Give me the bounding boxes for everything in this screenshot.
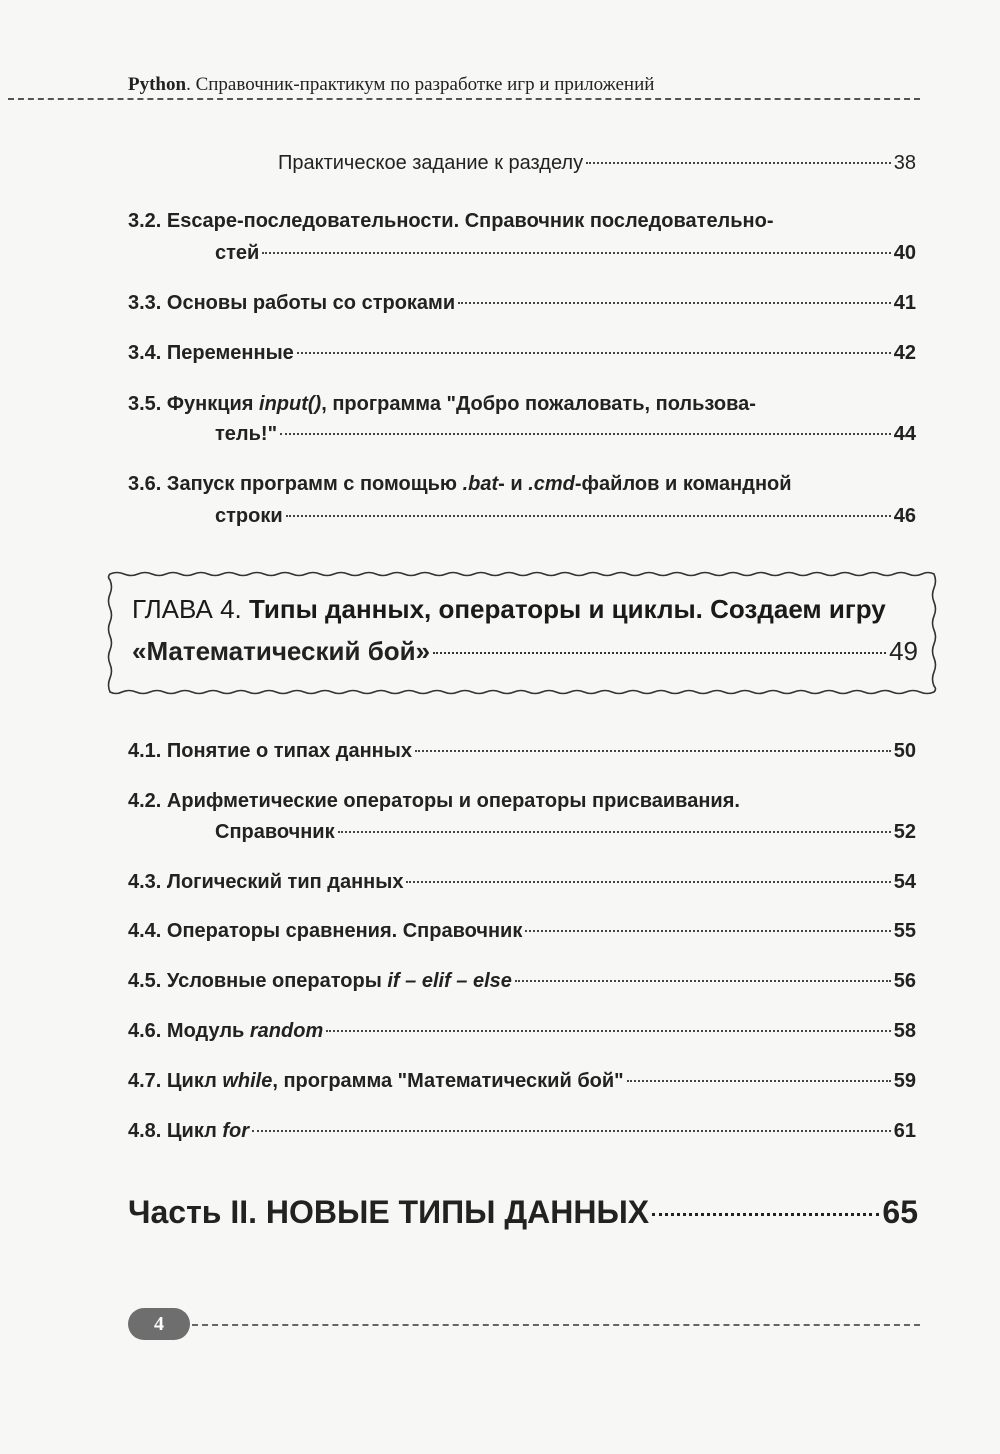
chapter-label: ГЛАВА 4. <box>132 594 249 624</box>
toc-text: 4.8. Цикл <box>128 1120 223 1142</box>
toc-entry-title: тель!" <box>215 423 278 445</box>
part-title: Часть II. НОВЫЕ ТИПЫ ДАННЫХ <box>128 1194 650 1230</box>
toc-entry-page: 58 <box>893 1020 916 1042</box>
toc-text: 3.6. Запуск программ с помощью <box>128 473 463 495</box>
toc-entry-3-4[interactable] <box>128 342 916 365</box>
toc-text: 3.5. Функция <box>128 393 260 415</box>
toc-text: - и <box>498 473 529 495</box>
toc-text: 4.7. Цикл <box>128 1070 223 1092</box>
toc-code: random <box>249 1020 324 1042</box>
toc-text: , программа "Добро пожаловать, пользова- <box>321 393 756 415</box>
dot-leader <box>326 1030 891 1032</box>
dot-leader <box>406 881 890 883</box>
page-number: 4 <box>154 1312 164 1335</box>
toc-entry-page: 50 <box>893 740 916 762</box>
toc-entry-page: 59 <box>893 1070 916 1092</box>
toc-entry-title: Справочник <box>215 821 335 843</box>
page-number-badge <box>128 1308 190 1340</box>
toc-text: 4.6. Модуль <box>128 1020 250 1042</box>
header-subtitle: . Справочник-практикум по разработке игр и приложений <box>186 74 655 95</box>
toc-entry-page: 56 <box>893 970 916 992</box>
header-rule <box>8 98 920 100</box>
toc-entry-title: Практическое задание к разделу <box>278 152 584 174</box>
part-page: 65 <box>882 1194 918 1230</box>
toc-entry-title: 4.1. Понятие о типах данных <box>128 740 412 762</box>
running-header <box>128 74 928 96</box>
dot-leader <box>515 980 891 982</box>
toc-entry-title: строки <box>215 505 283 527</box>
toc-entry-page: 54 <box>893 871 916 893</box>
toc-entry-title <box>128 1120 249 1143</box>
part-heading[interactable] <box>128 1194 918 1231</box>
toc-entry-4-6[interactable] <box>128 1020 916 1043</box>
toc-entry-page: 55 <box>893 920 916 942</box>
toc-entry-4-1[interactable] <box>128 740 916 763</box>
toc-entry-title <box>128 1020 323 1043</box>
chapter-title: Типы данных, операторы и циклы. Создаем игру <box>248 594 886 624</box>
dot-leader <box>586 162 891 164</box>
toc-entry-page: 38 <box>893 152 916 174</box>
chapter-frame <box>104 568 940 698</box>
dot-leader <box>338 831 891 833</box>
toc-code: .cmd <box>528 473 575 495</box>
dot-leader <box>525 930 890 932</box>
dot-leader <box>286 515 891 517</box>
toc-entry-3-5-line1[interactable] <box>128 393 756 416</box>
toc-entry-title: 3.3. Основы работы со строками <box>128 292 456 314</box>
toc-entry-title: 4.3. Логический тип данных <box>128 871 404 893</box>
toc-code: while <box>222 1070 273 1092</box>
dot-leader <box>627 1080 891 1082</box>
toc-entry-4-4[interactable] <box>128 920 916 943</box>
toc-entry-4-5[interactable] <box>128 970 916 993</box>
toc-entry-3-6[interactable] <box>215 505 916 528</box>
toc-text: -файлов и командной <box>574 473 792 495</box>
toc-entry-4-8[interactable] <box>128 1120 916 1143</box>
chapter-heading-line1[interactable] <box>132 594 886 625</box>
dot-leader <box>252 1130 891 1132</box>
toc-code: if – elif – else <box>387 970 512 992</box>
dot-leader <box>415 750 891 752</box>
toc-entry-title <box>128 970 512 993</box>
toc-entry-page: 61 <box>893 1120 916 1142</box>
toc-entry-4-2-line1[interactable]: 4.2. Арифметические операторы и операторы присваивания. <box>128 790 740 812</box>
toc-entry-3-3[interactable] <box>128 292 916 315</box>
toc-entry-4-7[interactable] <box>128 1070 916 1093</box>
toc-entry-page: 44 <box>893 423 916 445</box>
toc-entry-title: 4.4. Операторы сравнения. Справочник <box>128 920 523 942</box>
toc-text: 4.5. Условные операторы <box>128 970 388 992</box>
dot-leader <box>458 302 891 304</box>
dot-leader <box>433 652 886 654</box>
toc-entry-3-6-line1[interactable] <box>128 473 792 496</box>
dot-leader <box>652 1213 879 1216</box>
toc-code: for <box>222 1120 250 1142</box>
dot-leader <box>297 352 891 354</box>
toc-entry-page: 52 <box>893 821 916 843</box>
toc-code: input() <box>259 393 322 415</box>
toc-entry-practice[interactable] <box>278 152 916 175</box>
toc-entry-title <box>128 1070 624 1093</box>
wavy-border <box>104 568 940 698</box>
toc-text: , программа "Математический бой" <box>272 1070 624 1092</box>
header-brand: Python <box>128 74 187 95</box>
toc-entry-4-3[interactable] <box>128 871 916 894</box>
dot-leader <box>280 433 891 435</box>
toc-entry-4-2[interactable] <box>215 821 916 844</box>
toc-entry-title: стей <box>215 242 260 264</box>
toc-entry-3-2[interactable] <box>215 242 916 265</box>
toc-entry-3-2-line1[interactable]: 3.2. Escape-последовательности. Справочник последовательно- <box>128 210 774 232</box>
toc-entry-page: 46 <box>893 505 916 527</box>
chapter-heading[interactable] <box>132 636 918 667</box>
toc-entry-page: 41 <box>893 292 916 314</box>
toc-entry-3-5[interactable] <box>215 423 916 446</box>
toc-entry-title: 3.4. Переменные <box>128 342 294 364</box>
toc-code: .bat <box>462 473 499 495</box>
chapter-page: 49 <box>889 636 918 666</box>
chapter-title-line2: «Математический бой» <box>132 636 431 666</box>
toc-entry-page: 42 <box>893 342 916 364</box>
toc-entry-page: 40 <box>893 242 916 264</box>
footer-rule <box>192 1324 920 1326</box>
dot-leader <box>262 252 890 254</box>
